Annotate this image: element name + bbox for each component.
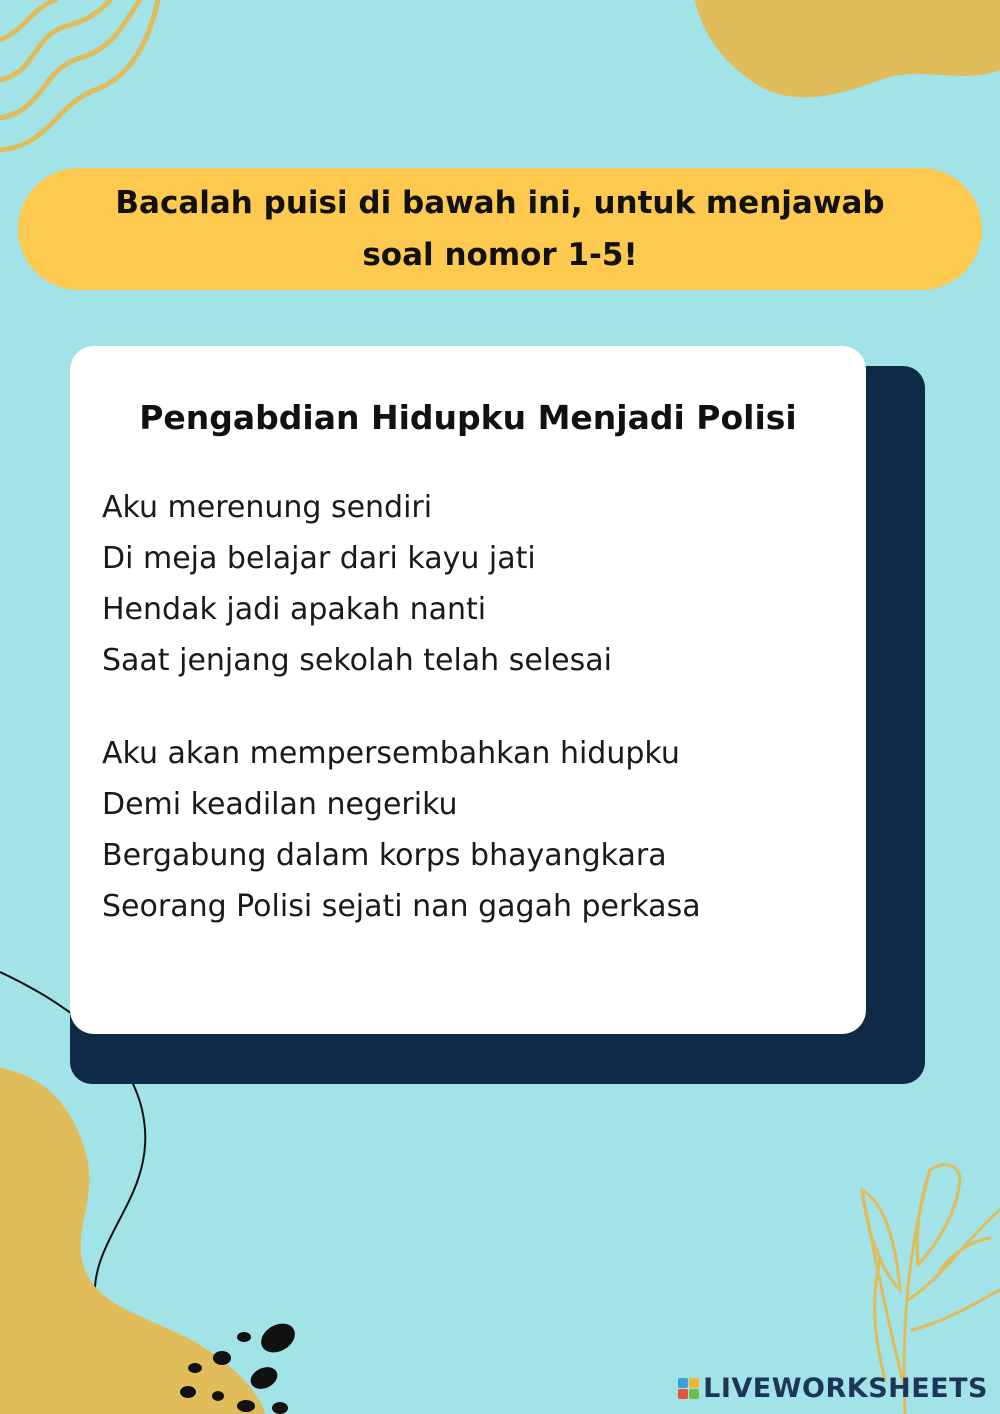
poem-title: Pengabdian Hidupku Menjadi Polisi: [139, 398, 797, 437]
poem-line: Di meja belajar dari kayu jati: [102, 541, 536, 576]
poem-line: Aku merenung sendiri: [102, 490, 433, 525]
poem-line: Bergabung dalam korps bhayangkara: [102, 838, 667, 873]
instruction-text-line-1: Bacalah puisi di bawah ini, untuk menjawab: [115, 185, 885, 221]
liveworksheets-logo-icon: [678, 1378, 699, 1399]
poem-line: Seorang Polisi sejati nan gagah perkasa: [102, 889, 701, 924]
watermark-text: LIVEWORKSHEETS: [703, 1373, 988, 1404]
poem-line: Demi keadilan negeriku: [102, 787, 458, 822]
liveworksheets-watermark: [678, 1373, 988, 1404]
instruction-banner: [18, 168, 982, 290]
top-left-wave-lines: [0, 0, 158, 150]
poem-card: [70, 346, 866, 1034]
poem-stanza-1: [102, 482, 612, 686]
instruction-text-line-2: soal nomor 1-5!: [362, 237, 638, 273]
poem-line: Saat jenjang sekolah telah selesai: [102, 643, 612, 678]
poem-line: Aku akan mempersembahkan hidupku: [102, 736, 680, 771]
poem-stanza-2: [102, 728, 701, 932]
poem-line: Hendak jadi apakah nanti: [102, 592, 487, 627]
top-right-blob: [695, 0, 1000, 97]
